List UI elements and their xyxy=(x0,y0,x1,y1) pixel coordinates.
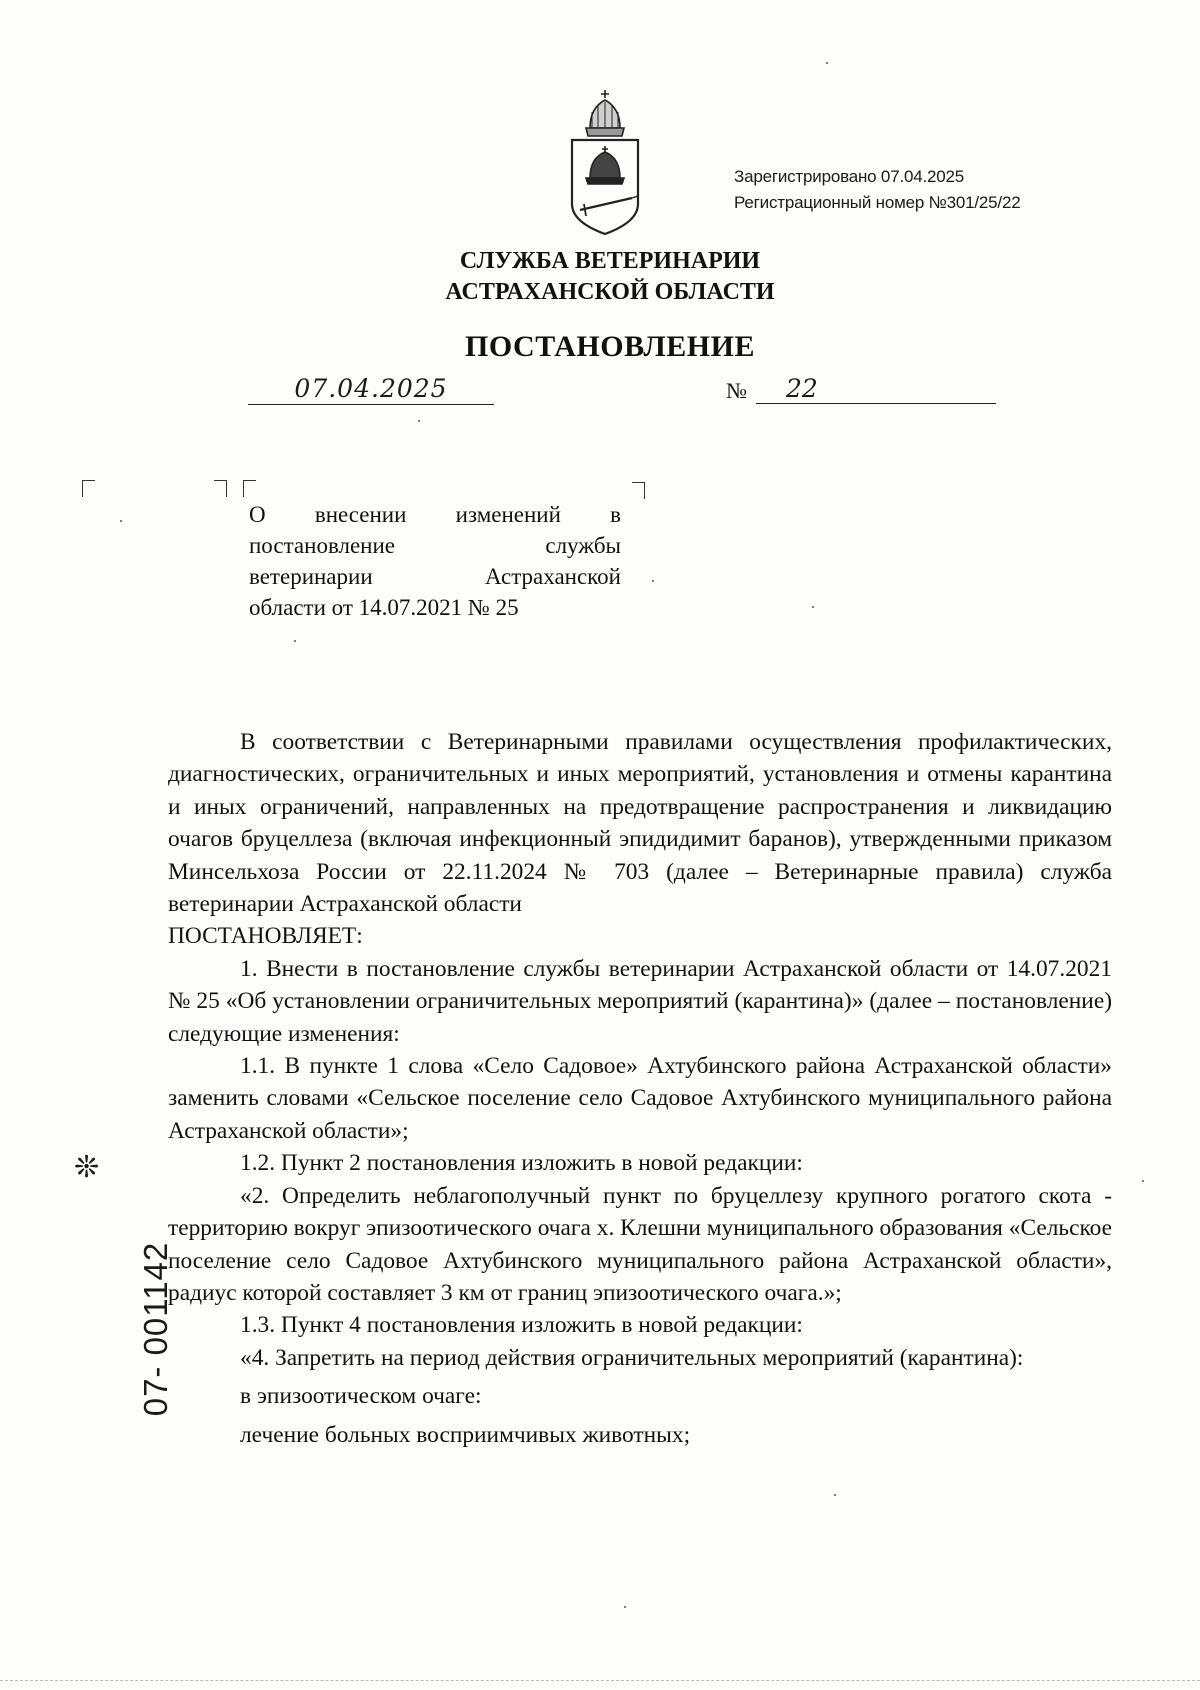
scan-speck xyxy=(834,1494,836,1496)
margin-serial-stamp: 07- 001142 xyxy=(137,1241,174,1417)
scan-speck xyxy=(812,606,814,608)
coat-of-arms-emblem xyxy=(562,86,648,238)
scan-speck xyxy=(418,420,420,422)
corner-bracket-right-subject xyxy=(632,482,645,499)
handwritten-date: 07.04.2025 xyxy=(248,374,494,405)
resolves-heading: ПОСТАНОВЛЯЕТ: xyxy=(168,923,363,950)
scan-speck xyxy=(294,640,296,642)
corner-bracket-right-outer xyxy=(214,480,227,497)
clause-1: 1. Внести в постановление службы ветеринарии Астраханской области от 14.07.2021 № 25 «Об установлении ограничительных мероприятий (карантина)» (далее – постановление) следующие изменения: xyxy=(168,955,1112,1047)
clause-1-3-b: лечение больных восприимчивых животных; xyxy=(240,1421,691,1448)
registration-stamp xyxy=(734,164,1020,216)
corner-bracket-left-outer xyxy=(82,480,95,497)
scan-bottom-edge xyxy=(0,1680,1200,1682)
scan-speck xyxy=(624,1606,626,1608)
clause-1-3-a: в эпизоотическом очаге: xyxy=(240,1383,482,1410)
subject-line-3: ветеринарии Астраханской xyxy=(249,564,621,589)
document-subject xyxy=(249,499,621,623)
document-type-title: ПОСТАНОВЛЕНИЕ xyxy=(465,330,755,363)
scan-speck xyxy=(120,520,122,522)
subject-line-1: О внесении изменений в xyxy=(249,502,621,527)
clause-1-1: 1.1. В пункте 1 слова «Село Садовое» Ахтубинского района Астраханской области» заменить словами «Сельское поселение село Садовое Ахтубинского муниципального района Астраханской области»; xyxy=(168,1053,1112,1144)
clause-1-3-text: «4. Запретить на период действия ограничительных мероприятий (карантина): xyxy=(240,1344,1024,1371)
margin-asterisk-mark: ❊ xyxy=(74,1151,100,1184)
clause-1-2: 1.2. Пункт 2 постановления изложить в новой редакции: xyxy=(240,1150,803,1177)
scan-speck xyxy=(1142,1180,1144,1182)
subject-line-4: области от 14.07.2021 № 25 xyxy=(249,595,519,620)
scan-speck xyxy=(652,580,654,582)
scan-speck xyxy=(826,62,828,64)
agency-name xyxy=(350,246,870,308)
preamble-paragraph: В соответствии с Ветеринарными правилами осуществления профилактических, диагностических, ограничительных и иных мероприятий, установления и отмены карантина и иных ограничений, направленных на предотвращение распространения и ликвидацию очагов бруцеллеза (включая инфекционный эпидидимит баранов), утвержденными приказом Минсельхоза России от 22.11.2024 № 703 (далее – Ветеринарные правила) служба ветеринарии Астраханской области xyxy=(168,729,1112,918)
document-body xyxy=(168,726,1112,1451)
corner-bracket-left-inner xyxy=(243,480,256,497)
number-label: № xyxy=(726,378,747,403)
agency-line-2: АСТРАХАНСКОЙ ОБЛАСТИ xyxy=(445,279,775,305)
subject-line-2: постановление службы xyxy=(249,533,621,558)
handwritten-number: 22 xyxy=(756,374,996,404)
registration-date: Зарегистрировано 07.04.2025 xyxy=(734,167,965,186)
clause-1-3: 1.3. Пункт 4 постановления изложить в новой редакции: xyxy=(240,1312,803,1339)
agency-line-1: СЛУЖБА ВЕТЕРИНАРИИ xyxy=(459,248,761,274)
registration-number: Регистрационный номер №301/25/22 xyxy=(734,193,1021,212)
clause-1-2-text: «2. Определить неблагополучный пункт по бруцеллезу крупного рогатого скота - территорию вокруг эпизоотического очага х. Клешни муниципального образования «Сельское поселение село Садовое Ахтубинского муниципального района Астраханской области», радиус которой составляет 3 км от границ эпизоотического очага.»; xyxy=(168,1182,1112,1306)
